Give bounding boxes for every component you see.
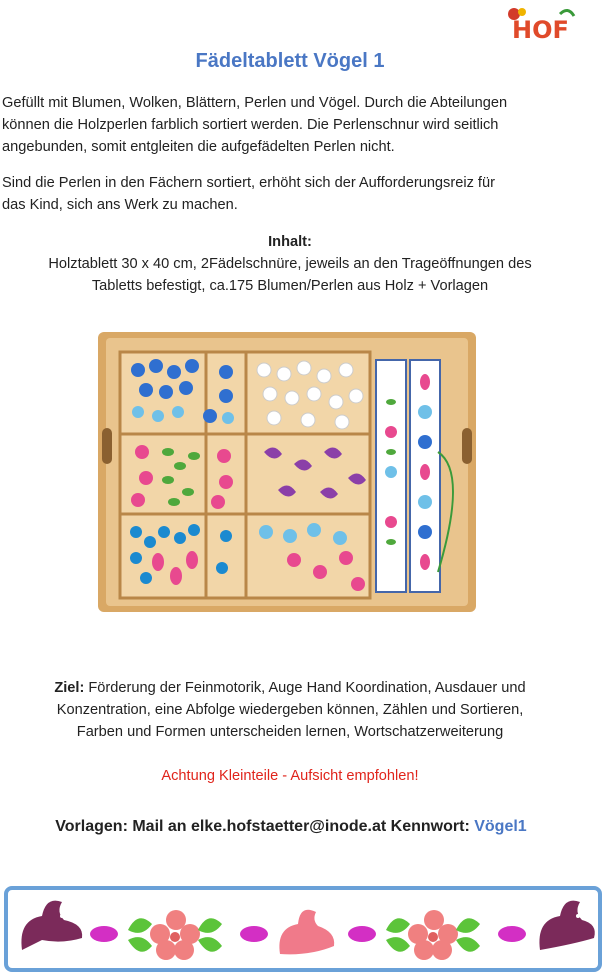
contents-heading: Inhalt:	[268, 234, 312, 250]
pink-bird-icon	[279, 910, 334, 955]
bird-icon	[21, 901, 82, 950]
page-title: Fädeltablett Vögel 1	[195, 50, 385, 72]
motivation-line: das Kind, sich ans Werk zu machen.	[2, 197, 238, 213]
bird-icon	[539, 901, 594, 950]
bead-icon	[90, 926, 118, 942]
warning-text: Achtung Kleinteile - Aufsicht empfohlen!	[161, 768, 419, 784]
intro-line: Gefüllt mit Blumen, Wolken, Blättern, Perlen und Vögel. Durch die Abteilungen	[2, 95, 508, 111]
hof-logo	[500, 4, 580, 44]
border-pattern	[8, 890, 598, 968]
templates-label: Vorlagen: Mail an elke.hofstaetter@inode.at Kennwort:	[55, 818, 475, 835]
templates-keyword: Vögel1	[474, 818, 527, 835]
motivation-paragraph	[2, 172, 592, 216]
goal-line: Konzentration, eine Abfolge wiedergeben können, Zählen und Sortieren,	[56, 702, 524, 718]
intro-paragraph	[2, 92, 592, 158]
contents-line: Holztablett 30 x 40 cm, 2Fädelschnüre, jeweils an den Trageöffnungen des	[48, 256, 532, 272]
bead-icon	[240, 926, 268, 942]
tray-photo	[98, 332, 476, 612]
contents-line: Tabletts befestigt, ca.175 Blumen/Perlen aus Holz + Vorlagen	[91, 278, 489, 294]
goal-paragraph	[0, 677, 580, 743]
goal-label: Ziel:	[54, 680, 85, 696]
bead-icon	[348, 926, 376, 942]
goal-line	[0, 677, 580, 699]
logo-text: HOF	[512, 16, 569, 44]
motivation-line: Sind die Perlen in den Fächern sortiert, erhöht sich der Aufforderungsreiz für	[2, 175, 495, 191]
intro-line: angebunden, somit entgleiten die aufgefädelten Perlen nicht.	[2, 139, 395, 155]
contents-text	[0, 253, 580, 297]
intro-line: können die Holzperlen farblich sortiert werden. Die Perlenschnur wird seitlich	[2, 117, 499, 133]
templates-line	[0, 818, 582, 836]
decorative-border	[4, 886, 602, 972]
goal-line: Farben und Formen unterscheiden lernen, Wortschatzerweiterung	[76, 724, 504, 740]
bead-icon	[498, 926, 526, 942]
leaf-flower-icon	[386, 910, 480, 960]
leaf-flower-icon	[128, 910, 222, 960]
goal-text: Förderung der Feinmotorik, Auge Hand Koordination, Ausdauer und	[84, 680, 526, 696]
